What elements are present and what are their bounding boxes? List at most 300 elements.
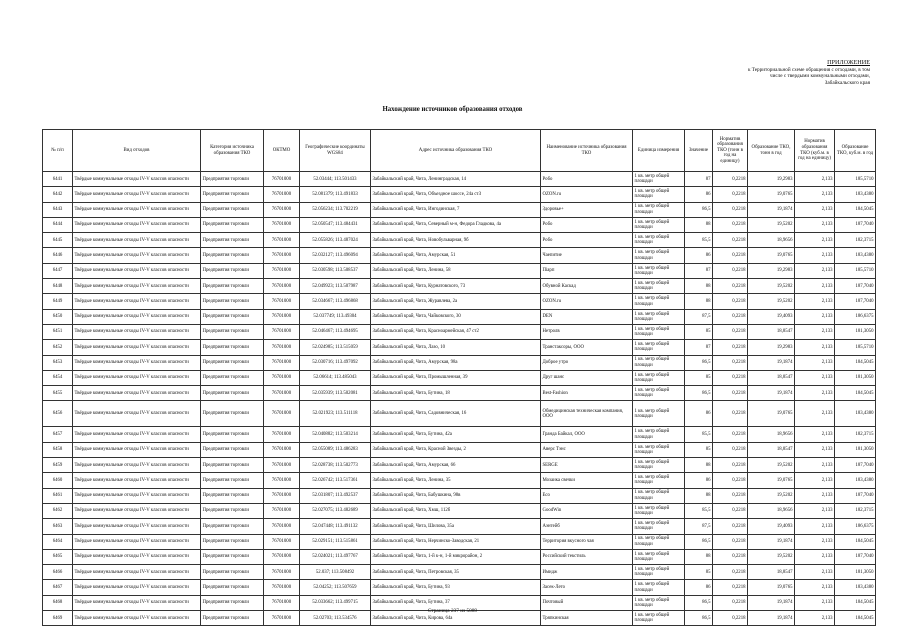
cell-nt: 0,2218	[713, 534, 748, 549]
table-row	[43, 401, 876, 427]
cell-m: 181,3050	[835, 565, 876, 580]
cell-n: 6451	[43, 324, 73, 339]
cell-kind: Твёрдые коммунальные отходы IV-V классов опасности	[73, 519, 201, 534]
cell-oktmo: 76701000	[264, 458, 300, 473]
cell-m: 182,3715	[835, 503, 876, 518]
cell-nt: 0,2218	[713, 172, 748, 187]
cell-coords: 52.026742; 113.517361	[300, 473, 371, 488]
cell-name: Тряпкинская	[541, 611, 633, 626]
cell-coords: 52.030598; 113.508537	[300, 263, 371, 278]
cell-name: Транстаксоры, ООО	[541, 340, 633, 355]
table-row	[43, 324, 876, 339]
cell-nm: 2,133	[795, 340, 835, 355]
cell-n: 6466	[43, 565, 73, 580]
header-cell: Адрес источника образования ТКО	[371, 130, 541, 172]
cell-nt: 0,2218	[713, 473, 748, 488]
cell-kind: Твёрдые коммунальные отходы IV-V классов опасности	[73, 595, 201, 610]
cell-nm: 2,133	[795, 519, 835, 534]
cell-nm: 2,133	[795, 549, 835, 564]
cell-unit: 1 кв. метр общей площади	[633, 217, 685, 232]
annex-line: числе с твердыми коммунальными отходами,	[769, 73, 870, 80]
cell-oktmo: 76701000	[264, 503, 300, 518]
annex-line: к Территориальной схеме обращения с отходами, в том	[747, 66, 870, 73]
cell-val: 88	[685, 217, 713, 232]
cell-coords: 52.031807; 113.492537	[300, 488, 371, 503]
cell-t: 18,9656	[748, 427, 795, 442]
cell-unit: 1 кв. метр общей площади	[633, 309, 685, 324]
cell-nm: 2,133	[795, 202, 835, 217]
cell-nt: 0,2218	[713, 519, 748, 534]
cell-nt: 0,2218	[713, 386, 748, 401]
cell-coords: 52.021923; 113.511118	[300, 401, 371, 427]
cell-val: 85,5	[685, 503, 713, 518]
cell-nt: 0,2218	[713, 549, 748, 564]
cell-t: 19,4093	[748, 309, 795, 324]
cell-addr: Забайкальский край, Чита, 1-й к-н, 1-й микрорайон, 2	[371, 549, 541, 564]
cell-m: 187,7040	[835, 549, 876, 564]
cell-addr: Забайкальский край, Чита, Бутина, 93	[371, 580, 541, 595]
cell-coords: 52.032127; 113.496094	[300, 248, 371, 263]
cell-t: 18,8547	[748, 370, 795, 385]
cell-addr: Забайкальский край, Чита, Объездное шоссе, 24а стЗ	[371, 187, 541, 202]
cell-name: Аэнтейб	[541, 519, 633, 534]
cell-val: 85	[685, 370, 713, 385]
cell-n: 6465	[43, 549, 73, 564]
cell-n: 6455	[43, 386, 73, 401]
cell-addr: Забайкальский край, Чита, Шилова, 35а	[371, 519, 541, 534]
header-cell: Образование ТКО, куб.м. в год	[835, 130, 876, 172]
cell-m: 182,3715	[835, 233, 876, 248]
cell-val: 88	[685, 294, 713, 309]
cell-nt: 0,2218	[713, 187, 748, 202]
cell-addr: Забайкальский край, Чита, Курнатовского, 73	[371, 279, 541, 294]
cell-nt: 0,2218	[713, 324, 748, 339]
cell-oktmo: 76701000	[264, 233, 300, 248]
cell-cat: Предприятия торговли	[201, 172, 264, 187]
table-row	[43, 580, 876, 595]
cell-nm: 2,133	[795, 473, 835, 488]
table-row	[43, 503, 876, 518]
cell-name: GoodWin	[541, 503, 633, 518]
table-row	[43, 534, 876, 549]
cell-unit: 1 кв. метр общей площади	[633, 294, 685, 309]
cell-addr: Забайкальский край, Чита, Бутина, 18	[371, 386, 541, 401]
cell-cat: Предприятия торговли	[201, 549, 264, 564]
cell-coords: 52.029151; 113.515861	[300, 534, 371, 549]
cell-coords: 52.034667; 113.496868	[300, 294, 371, 309]
cell-nm: 2,133	[795, 248, 835, 263]
cell-val: 86,5	[685, 386, 713, 401]
cell-nm: 2,133	[795, 355, 835, 370]
cell-kind: Твёрдые коммунальные отходы IV-V классов опасности	[73, 294, 201, 309]
cell-val: 86,5	[685, 534, 713, 549]
cell-kind: Твёрдые коммунальные отходы IV-V классов опасности	[73, 401, 201, 427]
cell-val: 85	[685, 565, 713, 580]
cell-m: 184,5045	[835, 611, 876, 626]
annex-line: Забайкальского края	[824, 79, 870, 86]
cell-addr: Забайкальский край, Чита, Чайковского, 30	[371, 309, 541, 324]
cell-t: 19,1874	[748, 355, 795, 370]
table-row	[43, 549, 876, 564]
cell-t: 19,2983	[748, 172, 795, 187]
header-cell: Единица измерения	[633, 130, 685, 172]
cell-kind: Твёрдые коммунальные отходы IV-V классов опасности	[73, 565, 201, 580]
cell-oktmo: 76701000	[264, 217, 300, 232]
cell-cat: Предприятия торговли	[201, 595, 264, 610]
header-cell: Наименование источника образования ТКО	[541, 130, 633, 172]
cell-nm: 2,133	[795, 565, 835, 580]
cell-t: 19,5202	[748, 458, 795, 473]
cell-t: 19,1874	[748, 611, 795, 626]
header-cell: № п/п	[43, 130, 73, 172]
cell-name: Здоровье+	[541, 202, 633, 217]
cell-unit: 1 кв. метр общей площади	[633, 549, 685, 564]
cell-val: 85,5	[685, 233, 713, 248]
cell-cat: Предприятия торговли	[201, 442, 264, 457]
cell-m: 183,4380	[835, 401, 876, 427]
cell-addr: Забайкальский край, Чита, Лазо, 10	[371, 340, 541, 355]
cell-unit: 1 кв. метр общей площади	[633, 488, 685, 503]
cell-cat: Предприятия торговли	[201, 279, 264, 294]
cell-m: 187,7040	[835, 458, 876, 473]
table-row	[43, 309, 876, 324]
table-row	[43, 187, 876, 202]
cell-m: 187,7040	[835, 294, 876, 309]
cell-addr: Забайкальский край, Чита, Амурская, 66	[371, 458, 541, 473]
cell-nt: 0,2218	[713, 458, 748, 473]
header-cell: Норматив образования ТКО (куб.м. в год на единицу)	[795, 130, 835, 172]
cell-kind: Твёрдые коммунальные отходы IV-V классов опасности	[73, 503, 201, 518]
cell-nm: 2,133	[795, 233, 835, 248]
cell-cat: Предприятия торговли	[201, 519, 264, 534]
cell-coords: 52.027075; 113.482689	[300, 503, 371, 518]
cell-val: 86	[685, 580, 713, 595]
cell-cat: Предприятия торговли	[201, 611, 264, 626]
cell-m: 187,7040	[835, 217, 876, 232]
table-row	[43, 233, 876, 248]
cell-nm: 2,133	[795, 263, 835, 278]
cell-t: 19,5202	[748, 217, 795, 232]
cell-n: 6462	[43, 503, 73, 518]
cell-nt: 0,2218	[713, 580, 748, 595]
cell-nt: 0,2218	[713, 309, 748, 324]
cell-m: 186,6375	[835, 309, 876, 324]
cell-nm: 2,133	[795, 580, 835, 595]
cell-n: 6468	[43, 595, 73, 610]
cell-oktmo: 76701000	[264, 248, 300, 263]
cell-cat: Предприятия торговли	[201, 503, 264, 518]
cell-addr: Забайкальский край, Чита, Промышленная, 39	[371, 370, 541, 385]
cell-m: 183,4380	[835, 248, 876, 263]
cell-t: 18,9656	[748, 503, 795, 518]
cell-unit: 1 кв. метр общей площади	[633, 595, 685, 610]
cell-m: 183,4380	[835, 473, 876, 488]
cell-cat: Предприятия торговли	[201, 233, 264, 248]
cell-oktmo: 76701000	[264, 324, 300, 339]
cell-nm: 2,133	[795, 401, 835, 427]
cell-t: 19,1874	[748, 534, 795, 549]
cell-nt: 0,2218	[713, 263, 748, 278]
cell-nt: 0,2218	[713, 442, 748, 457]
cell-val: 87	[685, 172, 713, 187]
cell-m: 182,3715	[835, 427, 876, 442]
table-row	[43, 473, 876, 488]
cell-nt: 0,2218	[713, 503, 748, 518]
cell-n: 6463	[43, 519, 73, 534]
header-cell: Значение	[685, 130, 713, 172]
cell-kind: Твёрдые коммунальные отходы IV-V классов опасности	[73, 442, 201, 457]
cell-cat: Предприятия торговли	[201, 401, 264, 427]
cell-name: Pобо	[541, 172, 633, 187]
cell-nt: 0,2218	[713, 401, 748, 427]
cell-oktmo: 76701000	[264, 401, 300, 427]
cell-kind: Твёрдые коммунальные отходы IV-V классов опасности	[73, 427, 201, 442]
table-row	[43, 355, 876, 370]
cell-n: 6467	[43, 580, 73, 595]
cell-oktmo: 76701000	[264, 370, 300, 385]
cell-cat: Предприятия торговли	[201, 473, 264, 488]
cell-n: 6454	[43, 370, 73, 385]
cell-oktmo: 76701000	[264, 294, 300, 309]
cell-name: SERGE	[541, 458, 633, 473]
cell-addr: Забайкальский край, Чита, Ленинградская, 14	[371, 172, 541, 187]
cell-coords: 52.06614; 113.485043	[300, 370, 371, 385]
table-row	[43, 263, 876, 278]
cell-name: Есо	[541, 488, 633, 503]
cell-addr: Забайкальский край, Чита, Бутина, 42а	[371, 427, 541, 442]
cell-addr: Забайкальский край, Чита, Ингодинская, 7	[371, 202, 541, 217]
cell-name: Best-Fashion	[541, 386, 633, 401]
cell-m: 184,5045	[835, 386, 876, 401]
cell-addr: Забайкальский край, Чита, Бутина, 37	[371, 595, 541, 610]
cell-oktmo: 76701000	[264, 386, 300, 401]
cell-cat: Предприятия торговли	[201, 187, 264, 202]
cell-cat: Предприятия торговли	[201, 534, 264, 549]
cell-n: 6460	[43, 473, 73, 488]
table-row	[43, 279, 876, 294]
cell-nm: 2,133	[795, 503, 835, 518]
cell-unit: 1 кв. метр общей площади	[633, 233, 685, 248]
cell-nt: 0,2218	[713, 488, 748, 503]
cell-n: 6449	[43, 294, 73, 309]
cell-addr: Забайкальский край, Чита, Садовническая, 16	[371, 401, 541, 427]
cell-unit: 1 кв. метр общей площади	[633, 279, 685, 294]
cell-kind: Твёрдые коммунальные отходы IV-V классов опасности	[73, 324, 201, 339]
cell-val: 86	[685, 401, 713, 427]
table-row	[43, 172, 876, 187]
cell-n: 6456	[43, 401, 73, 427]
cell-addr: Забайкальский край, Чита, Журавлева, 2а	[371, 294, 541, 309]
cell-unit: 1 кв. метр общей площади	[633, 503, 685, 518]
cell-n: 6452	[43, 340, 73, 355]
cell-m: 185,5710	[835, 263, 876, 278]
cell-nt: 0,2218	[713, 248, 748, 263]
cell-t: 19,0765	[748, 187, 795, 202]
cell-kind: Твёрдые коммунальные отходы IV-V классов опасности	[73, 355, 201, 370]
cell-cat: Предприятия торговли	[201, 248, 264, 263]
cell-cat: Предприятия торговли	[201, 263, 264, 278]
cell-t: 18,8547	[748, 324, 795, 339]
cell-val: 86,5	[685, 611, 713, 626]
cell-unit: 1 кв. метр общей площади	[633, 534, 685, 549]
cell-m: 187,7040	[835, 488, 876, 503]
cell-m: 181,3050	[835, 370, 876, 385]
table-row	[43, 565, 876, 580]
table-row	[43, 427, 876, 442]
cell-val: 85,5	[685, 427, 713, 442]
cell-kind: Твёрдые коммунальные отходы IV-V классов опасности	[73, 340, 201, 355]
cell-val: 86	[685, 187, 713, 202]
cell-m: 181,3050	[835, 324, 876, 339]
cell-cat: Предприятия торговли	[201, 217, 264, 232]
cell-val: 86,5	[685, 595, 713, 610]
cell-nm: 2,133	[795, 294, 835, 309]
table-row	[43, 294, 876, 309]
cell-oktmo: 76701000	[264, 340, 300, 355]
cell-cat: Предприятия торговли	[201, 427, 264, 442]
cell-t: 19,4093	[748, 519, 795, 534]
cell-name: Гранда Байкал, ООО	[541, 427, 633, 442]
cell-nm: 2,133	[795, 595, 835, 610]
cell-kind: Твёрдые коммунальные отходы IV-V классов опасности	[73, 549, 201, 564]
cell-oktmo: 76701000	[264, 534, 300, 549]
cell-kind: Твёрдые коммунальные отходы IV-V классов опасности	[73, 172, 201, 187]
cell-unit: 1 кв. метр общей площади	[633, 611, 685, 626]
cell-unit: 1 кв. метр общей площади	[633, 580, 685, 595]
cell-kind: Твёрдые коммунальные отходы IV-V классов опасности	[73, 309, 201, 324]
cell-name: Российский текстиль	[541, 549, 633, 564]
cell-val: 88	[685, 279, 713, 294]
cell-cat: Предприятия торговли	[201, 565, 264, 580]
cell-nm: 2,133	[795, 488, 835, 503]
cell-n: 6442	[43, 187, 73, 202]
cell-m: 184,5045	[835, 202, 876, 217]
cell-nt: 0,2218	[713, 217, 748, 232]
cell-unit: 1 кв. метр общей площади	[633, 324, 685, 339]
cell-nm: 2,133	[795, 309, 835, 324]
cell-n: 6464	[43, 534, 73, 549]
cell-val: 87,5	[685, 519, 713, 534]
cell-addr: Забайкальский край, Чита, Бабушкина, 98в	[371, 488, 541, 503]
cell-cat: Предприятия торговли	[201, 340, 264, 355]
cell-nm: 2,133	[795, 279, 835, 294]
table-header-row	[43, 130, 876, 172]
cell-nt: 0,2218	[713, 565, 748, 580]
cell-nt: 0,2218	[713, 370, 748, 385]
cell-nm: 2,133	[795, 458, 835, 473]
cell-t: 18,9656	[748, 233, 795, 248]
cell-n: 6447	[43, 263, 73, 278]
cell-coords: 52.03444; 113.501433	[300, 172, 371, 187]
cell-val: 85	[685, 442, 713, 457]
cell-name: Засек-Лето	[541, 580, 633, 595]
header-cell: Норматив образования ТКО (тонн в год на единицу)	[713, 130, 748, 172]
cell-oktmo: 76701000	[264, 565, 300, 580]
cell-nm: 2,133	[795, 217, 835, 232]
page-footer: Страница 237 из 5089	[427, 608, 478, 614]
cell-nt: 0,2218	[713, 294, 748, 309]
cell-cat: Предприятия торговли	[201, 355, 264, 370]
cell-n: 6459	[43, 458, 73, 473]
cell-m: 187,7040	[835, 279, 876, 294]
cell-n: 6450	[43, 309, 73, 324]
cell-coords: 52.024985; 113.515059	[300, 340, 371, 355]
cell-cat: Предприятия торговли	[201, 309, 264, 324]
cell-t: 19,5202	[748, 488, 795, 503]
cell-n: 6469	[43, 611, 73, 626]
cell-t: 19,0765	[748, 473, 795, 488]
cell-cat: Предприятия торговли	[201, 324, 264, 339]
cell-nt: 0,2218	[713, 595, 748, 610]
cell-n: 6446	[43, 248, 73, 263]
header-cell: ОКТМО	[264, 130, 300, 172]
cell-nt: 0,2218	[713, 355, 748, 370]
cell-nt: 0,2218	[713, 233, 748, 248]
cell-coords: 52.056234; 113.702219	[300, 202, 371, 217]
cell-addr: Забайкальский край, Чита, Хмш, 112б	[371, 503, 541, 518]
table-row	[43, 386, 876, 401]
annex-title: ПРИЛОЖЕНИЕ	[827, 59, 870, 66]
cell-name: Чаепитие	[541, 248, 633, 263]
cell-oktmo: 76701000	[264, 611, 300, 626]
header-cell: Географические координаты WGS84	[300, 130, 371, 172]
cell-coords: 52.047448; 113.491132	[300, 519, 371, 534]
cell-n: 6458	[43, 442, 73, 457]
cell-kind: Твёрдые коммунальные отходы IV-V классов опасности	[73, 458, 201, 473]
cell-unit: 1 кв. метр общей площади	[633, 386, 685, 401]
cell-name: Почтовый	[541, 595, 633, 610]
cell-nt: 0,2218	[713, 427, 748, 442]
cell-oktmo: 76701000	[264, 202, 300, 217]
cell-m: 181,3050	[835, 442, 876, 457]
cell-coords: 52.055089; 113.486283	[300, 442, 371, 457]
cell-kind: Твёрдые коммунальные отходы IV-V классов опасности	[73, 580, 201, 595]
cell-cat: Предприятия торговли	[201, 294, 264, 309]
table-row	[43, 340, 876, 355]
cell-kind: Твёрдые коммунальные отходы IV-V классов опасности	[73, 233, 201, 248]
table-row	[43, 202, 876, 217]
cell-coords: 52.081379; 113.491833	[300, 187, 371, 202]
cell-oktmo: 76701000	[264, 442, 300, 457]
cell-nm: 2,133	[795, 534, 835, 549]
cell-t: 18,8547	[748, 442, 795, 457]
cell-addr: Забайкальский край, Чита, Амурская, 98а	[371, 355, 541, 370]
cell-t: 19,0765	[748, 248, 795, 263]
cell-oktmo: 76701000	[264, 309, 300, 324]
cell-val: 88	[685, 488, 713, 503]
cell-n: 6443	[43, 202, 73, 217]
table-row	[43, 370, 876, 385]
cell-kind: Твёрдые коммунальные отходы IV-V классов опасности	[73, 534, 201, 549]
cell-unit: 1 кв. метр общей площади	[633, 401, 685, 427]
cell-coords: 52.055826; 113.487024	[300, 233, 371, 248]
cell-unit: 1 кв. метр общей площади	[633, 263, 685, 278]
cell-t: 19,5202	[748, 279, 795, 294]
cell-cat: Предприятия торговли	[201, 488, 264, 503]
cell-name: OZON.ru	[541, 294, 633, 309]
header-cell: Категория источника образования ТКО	[201, 130, 264, 172]
cell-name: Аверс Тэнс	[541, 442, 633, 457]
cell-t: 19,2983	[748, 263, 795, 278]
cell-unit: 1 кв. метр общей площади	[633, 370, 685, 385]
cell-val: 88	[685, 549, 713, 564]
cell-nm: 2,133	[795, 427, 835, 442]
cell-m: 184,5045	[835, 595, 876, 610]
cell-t: 19,0765	[748, 401, 795, 427]
cell-m: 184,5045	[835, 355, 876, 370]
cell-name: Обмедицинская техническая компания, ООО	[541, 401, 633, 427]
cell-name: Pобо	[541, 233, 633, 248]
